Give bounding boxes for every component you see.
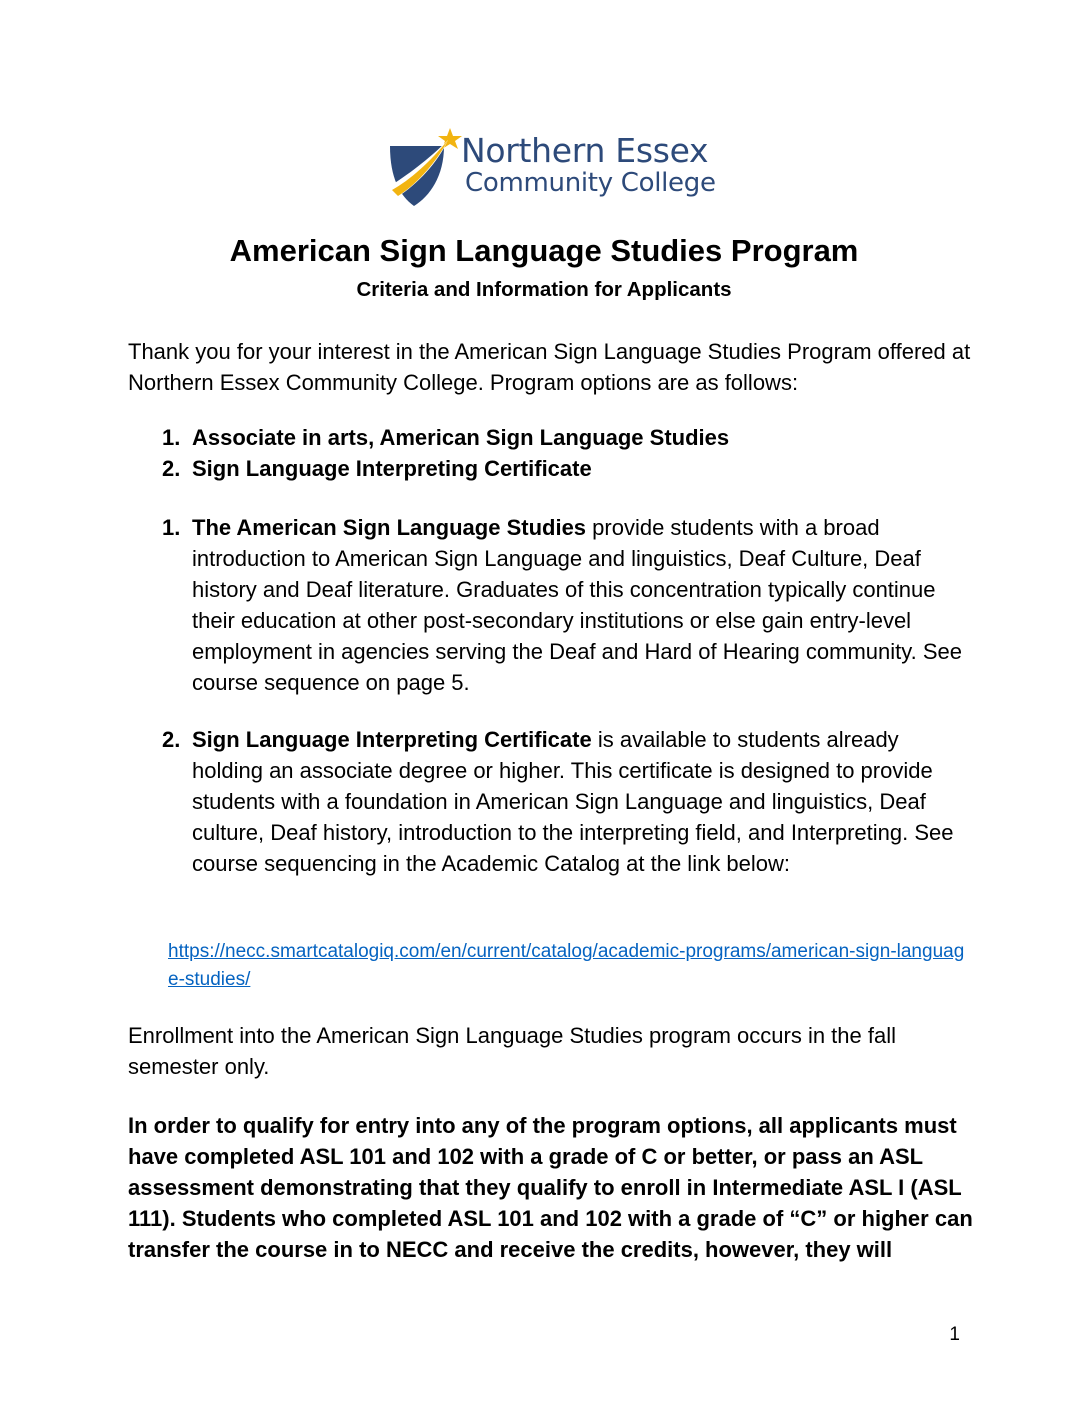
logo-line-2: Community College (465, 168, 716, 198)
description-text: provide students with a broad introduction to American Sign Language and linguistics, Deaf Culture, Deaf history and Deaf literature. Graduates of this concentration typically continue their education at other post-secondary institutions or else gain entry-level employment in agencies serving the Deaf and Hard of Hearing community. See course sequence on page 5. (192, 515, 962, 695)
college-logo (384, 126, 714, 208)
program-option-item (162, 453, 962, 484)
description-heading: Sign Language Interpreting Certificate (192, 727, 592, 752)
description-item (162, 724, 962, 879)
option-label: Sign Language Interpreting Certificate (192, 456, 592, 481)
description-heading: The American Sign Language Studies (192, 515, 587, 540)
program-options-list (162, 422, 962, 484)
description-item (162, 512, 962, 698)
intro-paragraph: Thank you for your interest in the American Sign Language Studies Program offered at Northern Essex Community College. Program options are as follows: (128, 339, 971, 395)
description-number: 2. (162, 727, 181, 752)
catalog-link[interactable]: https://necc.smartcatalogiq.com/en/current/catalog/academic-programs/american-sign-language-studies/ (168, 941, 965, 990)
enrollment-paragraph: Enrollment into the American Sign Language Studies program occurs in the fall semester only. (128, 1023, 896, 1079)
logo-line-1: Northern Essex (461, 131, 709, 170)
option-number: 2. (162, 456, 181, 481)
description-asl-studies (162, 512, 962, 698)
logo-shield-icon (384, 126, 464, 208)
document-title: American Sign Language Studies Program (229, 233, 859, 268)
description-number: 1. (162, 515, 181, 540)
option-number: 1. (162, 425, 181, 450)
description-interpreting-certificate (162, 724, 962, 879)
page-number: 1 (949, 1324, 960, 1345)
qualification-paragraph: In order to qualify for entry into any of the program options, all applicants must have completed ASL 101 and 102 with a grade of C or better, or pass an ASL assessment demonstrating that they qualify to enroll in Intermediate ASL I (ASL 111). Students who completed ASL 101 and 102 with a grade of “C” or higher can transfer the course in to NECC and receive the credits, however, they will (128, 1113, 973, 1262)
option-label: Associate in arts, American Sign Language Studies (192, 425, 730, 450)
logo-wordmark (461, 131, 716, 198)
document-subtitle: Criteria and Information for Applicants (356, 278, 732, 301)
program-option-item (162, 422, 962, 453)
description-text: is available to students already holding an associate degree or higher. This certificate is designed to provide students with a foundation in American Sign Language and linguistics, Deaf culture, Deaf history, introduction to the interpreting field, and Interpreting. See course sequencing in the Academic Catalog at the link below: (192, 727, 954, 876)
